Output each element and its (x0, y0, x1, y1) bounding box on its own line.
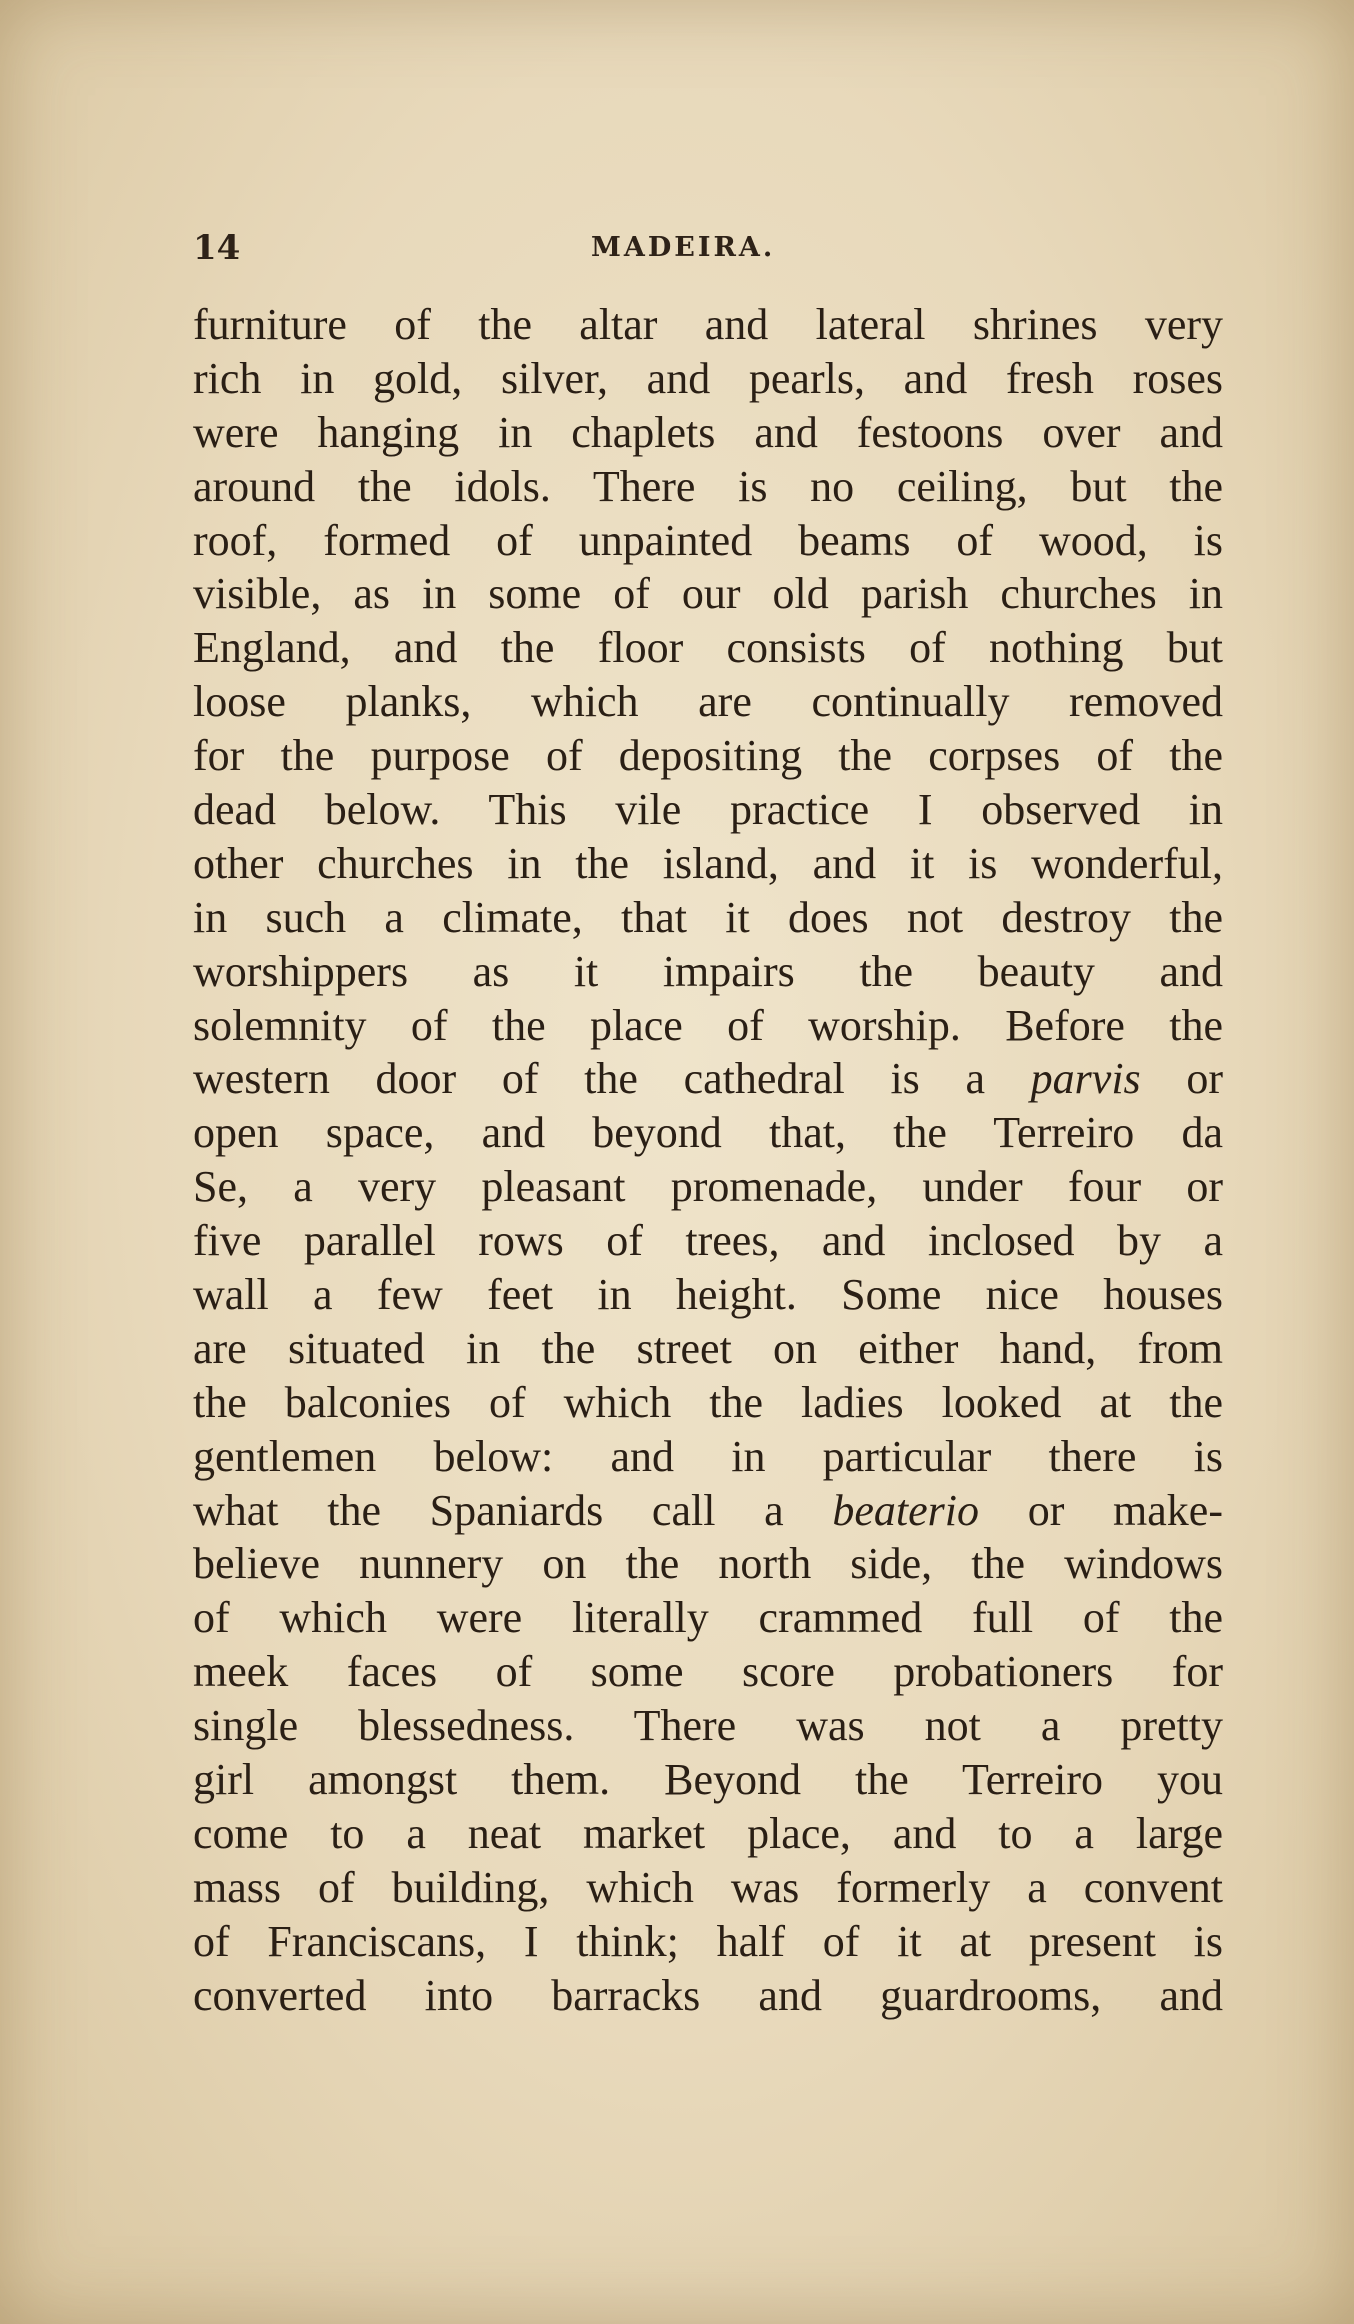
text-segment: or make- (979, 1485, 1223, 1535)
text-line: dead below. This vile practice I observed in (193, 785, 1223, 835)
text-line: meek faces of some score probationers for (193, 1647, 1223, 1697)
text-line: were hanging in chaplets and festoons over and (193, 407, 1223, 457)
text-line: solemnity of the place of worship. Before the (193, 1000, 1223, 1050)
page-number: 14 (193, 228, 241, 268)
text-line: single blessedness. There was not a pretty (193, 1701, 1223, 1751)
text-line (193, 1052, 1223, 1106)
text-segment: or (1140, 1054, 1223, 1104)
text-line: mass of building, which was formerly a convent (193, 1862, 1223, 1912)
text-line: converted into barracks and guardrooms, and (193, 1970, 1223, 2020)
text-line: gentlemen below: and in particular there is (193, 1431, 1223, 1481)
text-line: of Franciscans, I think; half of it at present is (193, 1916, 1223, 1966)
text-line: for the purpose of depositing the corpses of the (193, 731, 1223, 781)
text-line: come to a neat market place, and to a large (193, 1808, 1223, 1858)
text-line: girl amongst them. Beyond the Terreiro you (193, 1755, 1223, 1805)
text-line: believe nunnery on the north side, the windows (193, 1539, 1223, 1589)
text-line: loose planks, which are continually removed (193, 677, 1223, 727)
text-line: rich in gold, silver, and pearls, and fresh roses (193, 353, 1223, 403)
text-line (193, 1484, 1223, 1538)
text-segment: western door of the cathedral is a (193, 1054, 1031, 1104)
text-line: the balconies of which the ladies looked at the (193, 1377, 1223, 1427)
text-line: around the idols. There is no ceiling, but the (193, 461, 1223, 511)
text-line: five parallel rows of trees, and inclosed by a (193, 1216, 1223, 1266)
text-line: other churches in the island, and it is wonderful, (193, 838, 1223, 888)
running-title: MADEIRA. (591, 232, 776, 263)
text-line: wall a few feet in height. Some nice houses (193, 1270, 1223, 1320)
text-line: furniture of the altar and lateral shrines very (193, 300, 1223, 349)
text-line: in such a climate, that it does not destroy the (193, 892, 1223, 942)
text-line: worshippers as it impairs the beauty and (193, 946, 1223, 996)
text-line: England, and the floor consists of nothing but (193, 623, 1223, 673)
page-header (193, 228, 1233, 278)
text-line: visible, as in some of our old parish churches in (193, 569, 1223, 619)
text-segment: what the Spaniards call a (193, 1485, 833, 1535)
text-line: roof, formed of unpainted beams of wood, is (193, 515, 1223, 565)
text-line: open space, and beyond that, the Terreiro da (193, 1108, 1223, 1158)
italic-term: beaterio (832, 1485, 979, 1535)
text-line: are situated in the street on either hand, from (193, 1323, 1223, 1373)
text-line: of which were literally crammed full of the (193, 1593, 1223, 1643)
text-line: Se, a very pleasant promenade, under four or (193, 1162, 1223, 1212)
body-text (193, 298, 1223, 2023)
italic-term: parvis (1030, 1054, 1141, 1104)
